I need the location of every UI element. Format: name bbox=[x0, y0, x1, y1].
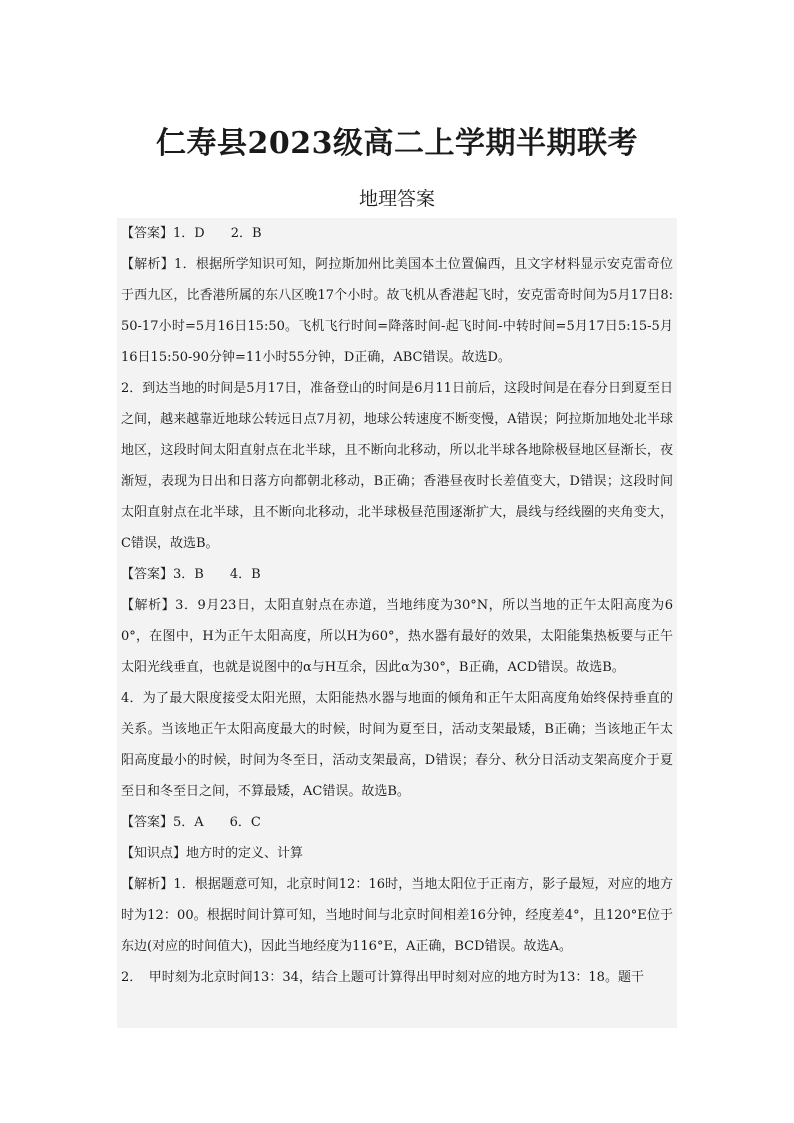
document-title: 仁寿县2023级高二上学期半期联考 bbox=[156, 126, 638, 161]
analysis-1: 【解析】1．根据所学知识可知，阿拉斯加州比美国本土位置偏西，且文字材料显示安克雷奇位于西九区，比香港所属的东八区晚17个小时。故飞机从香港起飞时，安克雷奇时间为5月17日8:50-17小时=5月16日15:50。飞机飞行时间=降落时间-起飞时间-中转时间=5月17日5:15-5月16日15:50-90分钟=11小时55分钟，D正确，ABC错误。故选D。 bbox=[121, 257, 673, 365]
analysis-3: 【解析】3．9月23日，太阳直射点在赤道，当地纬度为30°N，所以当地的正午太阳高度为60°，在图中，H为正午太阳高度，所以H为60°，热水器有最好的效果，太阳能集热板要与正午太阳光线垂直，也就是说图中的α与H互余，因此α为30°，B正确，ACD错误。故选B。 bbox=[121, 598, 673, 675]
answer-line-5-6: 【答案】5．A 6．C bbox=[121, 815, 261, 830]
document-subtitle: 地理答案 bbox=[358, 188, 435, 210]
answer-line-1-2: 【答案】1．D 2．B bbox=[121, 226, 262, 241]
analysis-4: 4．为了最大限度接受太阳光照，太阳能热水器与地面的倾角和正午太阳高度角始终保持垂直的关系。当该地正午太阳高度最大的时候，时间为夏至日，活动支架最矮，B正确；当该地正午太阳高度最小的时候，时间为冬至日，活动支架最高，D错误；春分、秋分日活动支架高度介于夏至日和冬至日之间，不算最矮，AC错误。故选B。 bbox=[121, 691, 673, 799]
knowledge-point: 【知识点】地方时的定义、计算 bbox=[121, 846, 304, 861]
analysis-2: 2．到达当地的时间是5月17日，准备登山的时间是6月11日前后，这段时间是在春分日到夏至日之间，越来越靠近地球公转远日点7月初，地球公转速度不断变慢，A错误；阿拉斯加地处北半球地区，这段时间太阳直射点在北半球，且不断向北移动，所以北半球各地除极昼地区昼渐长，夜渐短，表现为日出和日落方向都朝北移动，B正确；香港昼夜时长差值变大，D错误；这段时间太阳直射点在北半球，且不断向北移动，北半球极昼范围逐渐扩大，晨线与经线圈的夹角变大，C错误，故选B。 bbox=[121, 381, 673, 551]
answer-line-3-4: 【答案】3．B 4．B bbox=[121, 567, 261, 582]
analysis-5: 【解析】1．根据题意可知，北京时间12：16时，当地太阳位于正南方，影子最短，对应的地方时为12：00。根据时间计算可知，当地时间与北京时间相差16分钟，经度差4°，且120°E位于东边(对应的时间值大)，因此当地经度为116°E，A正确，BCD错误。故选A。 bbox=[121, 877, 673, 954]
answer-content bbox=[117, 218, 677, 1028]
analysis-6: 2． 甲时刻为北京时间13：34，结合上题可计算得出甲时刻对应的地方时为13：18。题干 bbox=[121, 970, 644, 985]
